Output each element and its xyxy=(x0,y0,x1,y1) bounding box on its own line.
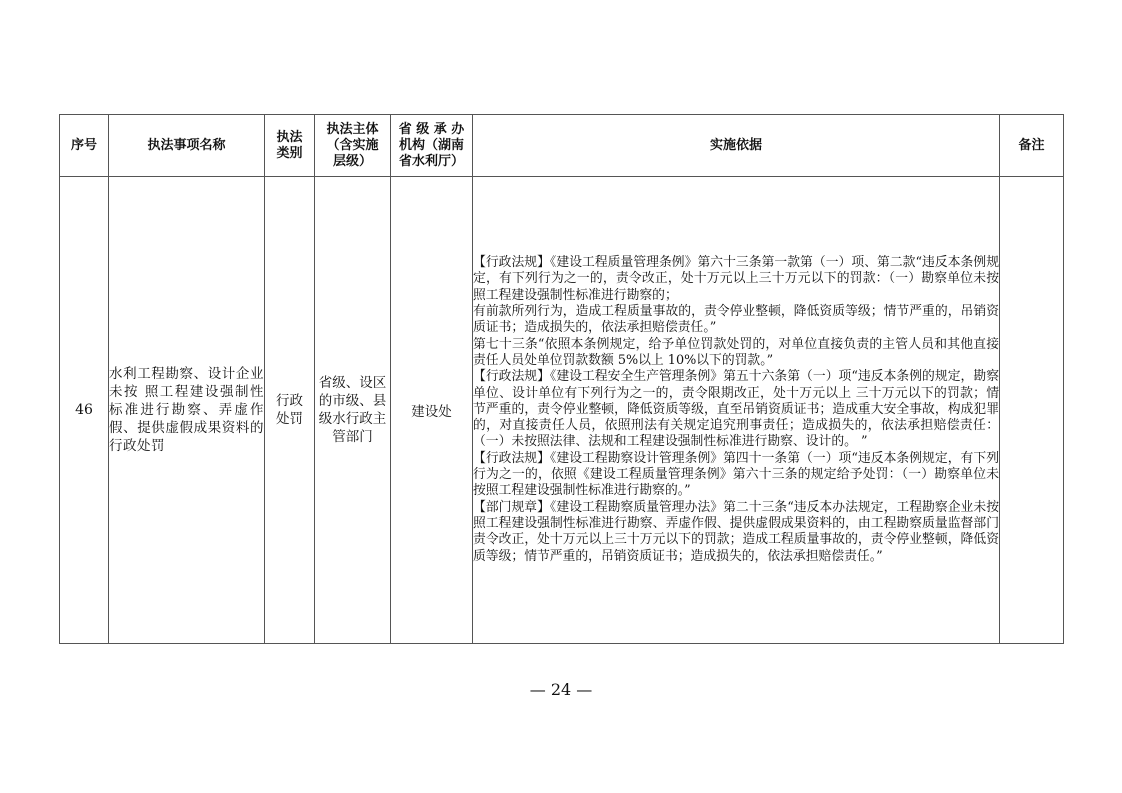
page-number: — 24 — xyxy=(529,680,593,699)
header-type-line: 执法 xyxy=(276,129,303,145)
enforcement-subject: 省级、设区的市级、县级水行政主管部门 xyxy=(315,177,391,644)
enforcement-type-line: 处罚 xyxy=(276,411,303,427)
enforcement-type xyxy=(265,177,315,644)
basis-paragraph: 有前款所列行为，造成工程质量事故的，责令停业整顿，降低资质等级；情节严重的，吊销资质证书；造成损失的，依法承担赔偿责任。” xyxy=(473,304,999,336)
enforcement-table xyxy=(59,114,1064,644)
header-no: 序号 xyxy=(60,115,109,177)
table-row xyxy=(60,177,1064,644)
header-name: 执法事项名称 xyxy=(109,115,265,177)
basis-paragraph: 【行政法规】《建设工程勘察设计管理条例》第四十一条第（一）项“违反本条例规定，有下列行为之一的，依照《建设工程质量管理条例》第六十三条的规定给予处罚：（一）勘察单位未按照工程建设强制性标准进行勘察的。” xyxy=(473,450,999,499)
header-subject-line: （含实施 xyxy=(326,137,379,153)
item-name: 水利工程勘察、设计企业未按 照工程建设强制性标准进行勘察、弄虚作假、提供虚假成果资料的行政处罚 xyxy=(109,177,265,644)
header-subject xyxy=(315,115,391,177)
enforcement-type-line: 行政 xyxy=(276,393,303,409)
table-header-row xyxy=(60,115,1064,177)
header-basis: 实施依据 xyxy=(473,115,1000,177)
legal-basis xyxy=(473,177,1000,644)
basis-paragraph: 【行政法规】《建设工程质量管理条例》第六十三条第一款第（一）项、第二款“违反本条例规定，有下列行为之一的，责令改正，处十万元以上三十万元以下的罚款：（一）勘察单位未按照工程建设强制性标准进行勘察的； xyxy=(473,255,999,303)
header-org-line: 机构（湖南 xyxy=(398,137,464,153)
basis-paragraph: 第七十三条“依照本条例规定，给予单位罚款处罚的，对单位直接负责的主管人员和其他直接责任人员处单位罚款数额 5%以上 10%以下的罚款。” xyxy=(473,336,999,368)
remark-cell xyxy=(1000,177,1064,644)
header-org-line: 省 级 承 办 xyxy=(398,121,465,137)
header-org-line: 省水利厅） xyxy=(398,153,464,169)
row-number: 46 xyxy=(60,177,109,644)
responsible-org: 建设处 xyxy=(391,177,473,644)
header-subject-line: 执法主体 xyxy=(326,121,379,137)
header-type xyxy=(265,115,315,177)
basis-paragraph: 【部门规章】《建设工程勘察质量管理办法》第二十三条“违反本办法规定，工程勘察企业未按照工程建设强制性标准进行勘察、弄虚作假、提供虚假成果资料的，由工程勘察质量监督部门责令改正，处十万元以上三十万元以下的罚款；造成工程质量事故的，责令停业整顿，降低资质等级；情节严重的，吊销资质证书；造成损失的，依法承担赔偿责任。” xyxy=(473,499,999,564)
header-type-line: 类别 xyxy=(276,145,303,161)
header-subject-line: 层级） xyxy=(332,153,372,169)
header-remark: 备注 xyxy=(1000,115,1064,177)
header-org xyxy=(391,115,473,177)
basis-paragraph: 【行政法规】《建设工程安全生产管理条例》第五十六条第（一）项“违反本条例的规定，勘察单位、设计单位有下列行为之一的，责令限期改正，处十万元以上 三十万元以下的罚款；情节严重的，责令停业整顿，降低资质等级，直至吊销资质证书；造成重大安全事故，构成犯罪的，对直接责任人员，依照刑法有关规定追究刑事责任；造成损失的，依法承担赔偿责任：（一）未按照法律、法规和工程建设强制性标准进行勘察、设计的。 ” xyxy=(473,369,999,450)
